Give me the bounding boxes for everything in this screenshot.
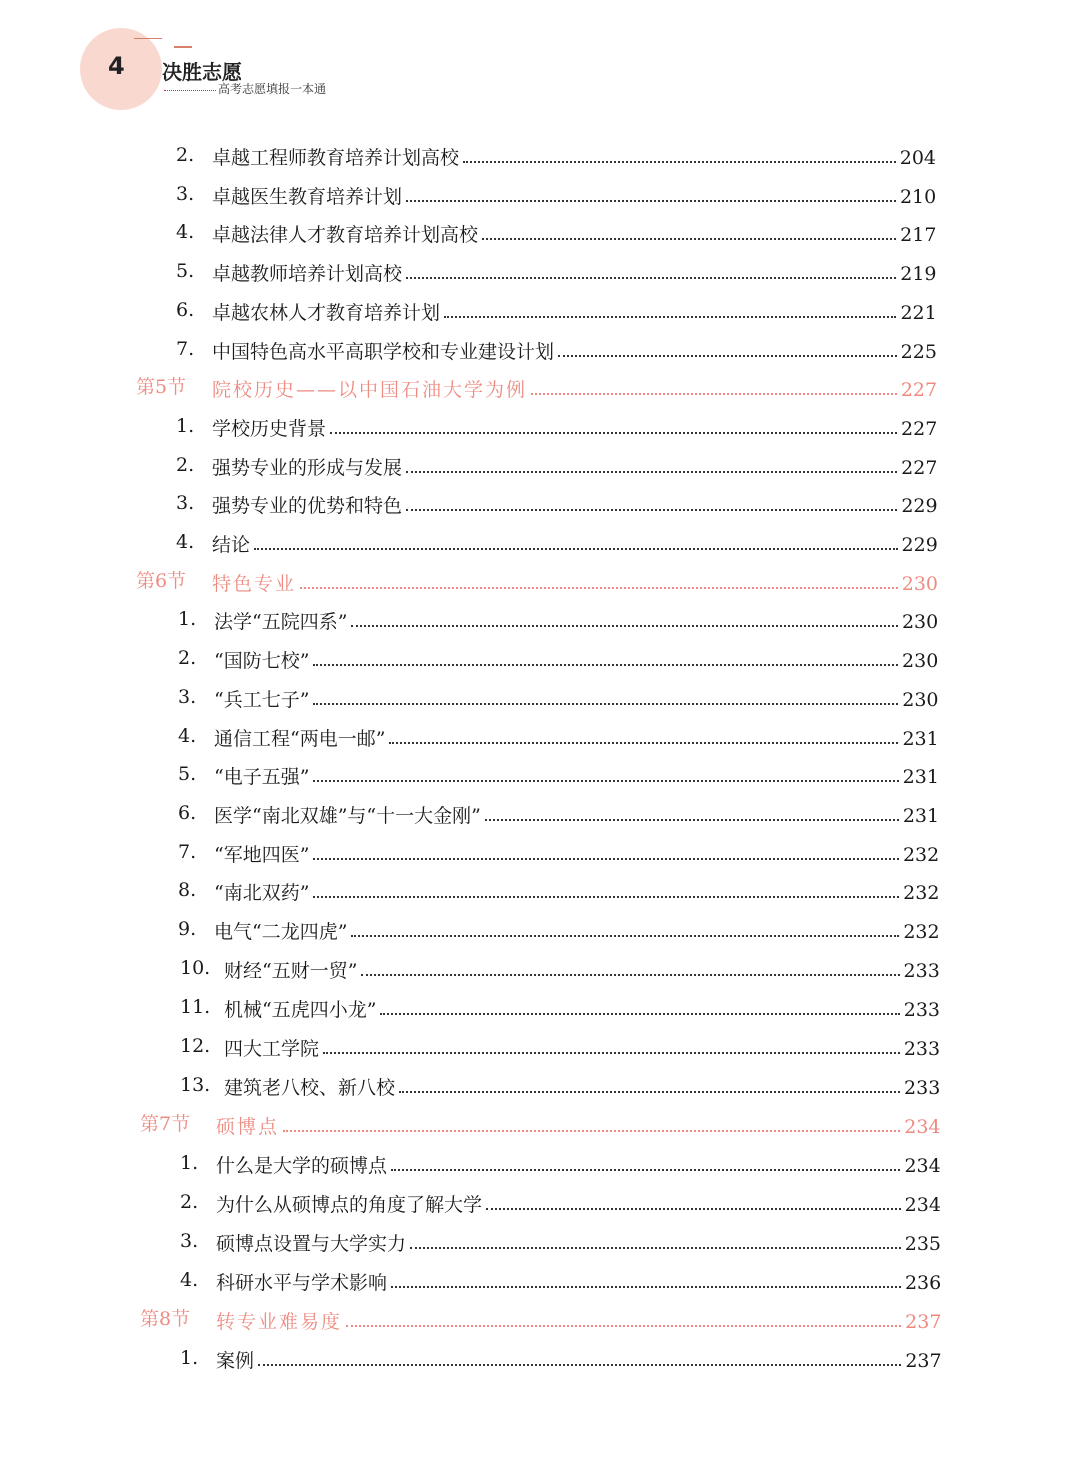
- toc-item-row: [0, 179, 1080, 209]
- page-number: 4: [108, 52, 125, 80]
- toc-item-row: [0, 140, 1080, 170]
- item-number: 1.: [178, 608, 197, 631]
- toc-item-row: [0, 1070, 1080, 1100]
- item-title: 医学“南北双雄”与“十一大金刚”: [214, 804, 481, 827]
- item-title: 通信工程“两电一邮”: [214, 727, 386, 750]
- page-ref: 217: [900, 224, 937, 247]
- toc-item-row: [0, 604, 1080, 634]
- page-ref: 236: [904, 1272, 942, 1294]
- book-subtitle: 高考志愿填报一本通: [218, 82, 327, 96]
- item-title: 卓越农林人才教育培养计划: [212, 301, 441, 324]
- toc-section-row: [0, 372, 1080, 402]
- page-ref: 237: [905, 1311, 942, 1333]
- item-title: 建筑老八校、新八校: [224, 1077, 396, 1099]
- toc-item-row: [0, 1148, 1080, 1178]
- item-number: 8.: [178, 879, 197, 902]
- dot-leader: [391, 1286, 901, 1288]
- item-number: 3.: [176, 492, 195, 515]
- dot-leader: [463, 161, 896, 163]
- page-ref: 235: [904, 1233, 941, 1255]
- dot-leader: [380, 1013, 899, 1015]
- toc-item-row: [0, 759, 1080, 789]
- dot-leader: [330, 432, 897, 434]
- toc-item-row: [0, 527, 1080, 557]
- item-number: 6.: [178, 801, 197, 824]
- toc-item-row: [0, 953, 1080, 983]
- page-ref: 232: [903, 921, 940, 943]
- toc-item-row: [0, 837, 1080, 867]
- page-ref: 234: [904, 1116, 941, 1138]
- item-title: 为什么从硕博点的角度了解大学: [216, 1194, 483, 1216]
- page-header: [0, 0, 1080, 120]
- dot-leader: [254, 548, 898, 550]
- item-title: 电气“二龙四虎”: [214, 921, 348, 943]
- page-ref: 232: [902, 843, 940, 866]
- toc-item-row: [0, 1343, 1080, 1373]
- page-ref: 237: [905, 1350, 942, 1372]
- dot-leader: [406, 509, 897, 511]
- dot-leader: [410, 1247, 901, 1249]
- section-number: 第7节: [140, 1113, 191, 1135]
- page-ref: 230: [902, 650, 939, 673]
- item-number: 4.: [180, 1269, 199, 1291]
- dot-leader: [313, 858, 899, 860]
- dot-leader: [313, 896, 899, 898]
- item-number: 3.: [176, 182, 195, 205]
- page-ref: 231: [902, 727, 939, 750]
- page-ref: 227: [901, 456, 938, 479]
- dot-leader: [351, 935, 899, 937]
- item-number: 13.: [180, 1074, 211, 1096]
- toc-item-row: [0, 992, 1080, 1022]
- dot-leader: [313, 664, 898, 666]
- item-title: 结论: [212, 534, 251, 556]
- item-number: 9.: [178, 918, 197, 940]
- page-ref: 227: [901, 417, 938, 440]
- page-ref: 233: [903, 960, 940, 982]
- item-number: 1.: [180, 1152, 199, 1174]
- dot-leader: [351, 625, 898, 627]
- section-number: 第6节: [136, 569, 187, 592]
- page-ref: 233: [904, 1077, 941, 1099]
- item-number: 6.: [176, 298, 195, 321]
- item-title: “国防七校”: [214, 650, 310, 673]
- toc-item-row: [0, 1226, 1080, 1256]
- item-title: 硕博点设置与大学实力: [216, 1233, 407, 1255]
- page-ref: 233: [903, 999, 940, 1021]
- page-ref: 229: [901, 534, 938, 556]
- item-title: “军地四医”: [214, 843, 310, 866]
- dot-leader: [323, 1052, 900, 1054]
- item-number: 12.: [180, 1035, 211, 1057]
- dot-leader: [391, 1169, 900, 1171]
- dot-leader: [300, 587, 898, 589]
- toc-item-row: [0, 411, 1080, 441]
- dot-leader: [406, 200, 896, 202]
- item-number: 1.: [180, 1347, 199, 1369]
- item-title: 学校历史背景: [212, 417, 327, 440]
- dot-leader: [346, 1325, 901, 1327]
- item-number: 10.: [180, 957, 211, 979]
- item-title: 科研水平与学术影响: [216, 1272, 388, 1294]
- section-title: 特色专业: [212, 572, 297, 595]
- book-title: 决胜志愿: [162, 60, 242, 84]
- subtitle-rule: [164, 90, 216, 91]
- page-ref: 225: [900, 340, 937, 363]
- toc-item-row: [0, 1187, 1080, 1217]
- dot-leader: [389, 742, 898, 744]
- dot-leader: [482, 238, 896, 240]
- page-ref: 219: [900, 263, 937, 286]
- toc-item-row: [0, 1031, 1080, 1061]
- item-number: 1.: [176, 414, 195, 437]
- section-number: 第8节: [140, 1308, 191, 1330]
- dot-leader: [406, 277, 896, 279]
- item-title: “兵工七子”: [214, 688, 310, 711]
- item-number: 11.: [180, 996, 211, 1018]
- item-title: 机械“五虎四小龙”: [224, 999, 377, 1021]
- item-number: 7.: [178, 840, 197, 863]
- toc-item-row: [0, 643, 1080, 673]
- toc-item-row: [0, 1265, 1080, 1295]
- page-ref: 221: [900, 301, 937, 324]
- item-title: 法学“五院四系”: [214, 611, 348, 634]
- toc-item-row: [0, 914, 1080, 944]
- toc-item-row: [0, 256, 1080, 286]
- page-ref: 231: [902, 804, 940, 827]
- page-ref: 227: [900, 379, 938, 402]
- header-decor-line: [134, 38, 162, 39]
- dot-leader: [258, 1364, 901, 1366]
- dot-leader: [313, 703, 898, 705]
- toc-item-row: [0, 334, 1080, 364]
- item-title: 四大工学院: [224, 1038, 320, 1060]
- page-ref: 232: [903, 882, 940, 905]
- dot-leader: [283, 1130, 900, 1132]
- item-number: 4.: [176, 221, 195, 244]
- page-ref: 230: [901, 572, 938, 595]
- page-ref: 234: [904, 1194, 941, 1216]
- item-number: 4.: [176, 531, 195, 553]
- dot-leader: [486, 1208, 901, 1210]
- toc-item-row: [0, 875, 1080, 905]
- toc-section-row: [0, 566, 1080, 596]
- page-ref: 230: [902, 688, 939, 711]
- section-number: 第5节: [136, 376, 187, 399]
- dot-leader: [399, 1091, 900, 1093]
- item-number: 2.: [180, 1191, 199, 1213]
- section-title: 硕博点: [216, 1116, 280, 1138]
- item-number: 5.: [178, 763, 197, 786]
- item-title: 什么是大学的硕博点: [216, 1155, 388, 1177]
- item-title: “南北双药”: [214, 882, 310, 905]
- toc-item-row: [0, 798, 1080, 828]
- item-title: 强势专业的形成与发展: [212, 456, 403, 479]
- toc-item-row: [0, 295, 1080, 325]
- page-ref: 230: [901, 611, 939, 634]
- item-number: 5.: [176, 260, 195, 283]
- page-ref: 204: [899, 147, 936, 169]
- item-number: 2.: [176, 144, 195, 166]
- toc-section-row: [0, 1109, 1080, 1139]
- item-title: 卓越医生教育培养计划: [212, 185, 403, 208]
- item-title: 财经“五财一贸”: [224, 960, 358, 982]
- toc-item-row: [0, 682, 1080, 712]
- dot-leader: [313, 780, 898, 782]
- item-title: 卓越教师培养计划高校: [212, 263, 403, 286]
- dot-leader: [558, 355, 897, 357]
- item-title: 案例: [216, 1350, 255, 1372]
- page-ref: 210: [899, 185, 937, 208]
- item-title: 中国特色高水平高职学校和专业建设计划: [212, 340, 555, 363]
- toc-section-row: [0, 1304, 1080, 1334]
- toc-item-row: [0, 217, 1080, 247]
- page-ref: 229: [901, 495, 938, 518]
- toc-item-row: [0, 450, 1080, 480]
- dot-leader: [361, 974, 899, 976]
- dot-leader: [531, 393, 897, 395]
- item-title: 卓越法律人才教育培养计划高校: [212, 224, 479, 247]
- item-number: 2.: [178, 647, 197, 670]
- page-ref: 234: [904, 1155, 941, 1177]
- toc-item-row: [0, 721, 1080, 751]
- item-number: 3.: [180, 1230, 199, 1252]
- dot-leader: [406, 471, 897, 473]
- item-number: 3.: [178, 685, 197, 708]
- page-ref: 231: [902, 766, 939, 789]
- item-title: “电子五强”: [214, 766, 310, 789]
- item-number: 4.: [178, 724, 197, 747]
- toc-item-row: [0, 488, 1080, 518]
- page-ref: 233: [903, 1038, 941, 1060]
- item-title: 强势专业的优势和特色: [212, 495, 403, 518]
- section-title: 转专业难易度: [216, 1311, 343, 1333]
- item-number: 7.: [176, 337, 195, 360]
- header-decor-line: [174, 46, 192, 48]
- section-title: 院校历史——以中国石油大学为例: [212, 379, 528, 402]
- item-title: 卓越工程师教育培养计划高校: [212, 147, 460, 169]
- item-number: 2.: [176, 453, 195, 476]
- dot-leader: [485, 819, 899, 821]
- dot-leader: [444, 316, 896, 318]
